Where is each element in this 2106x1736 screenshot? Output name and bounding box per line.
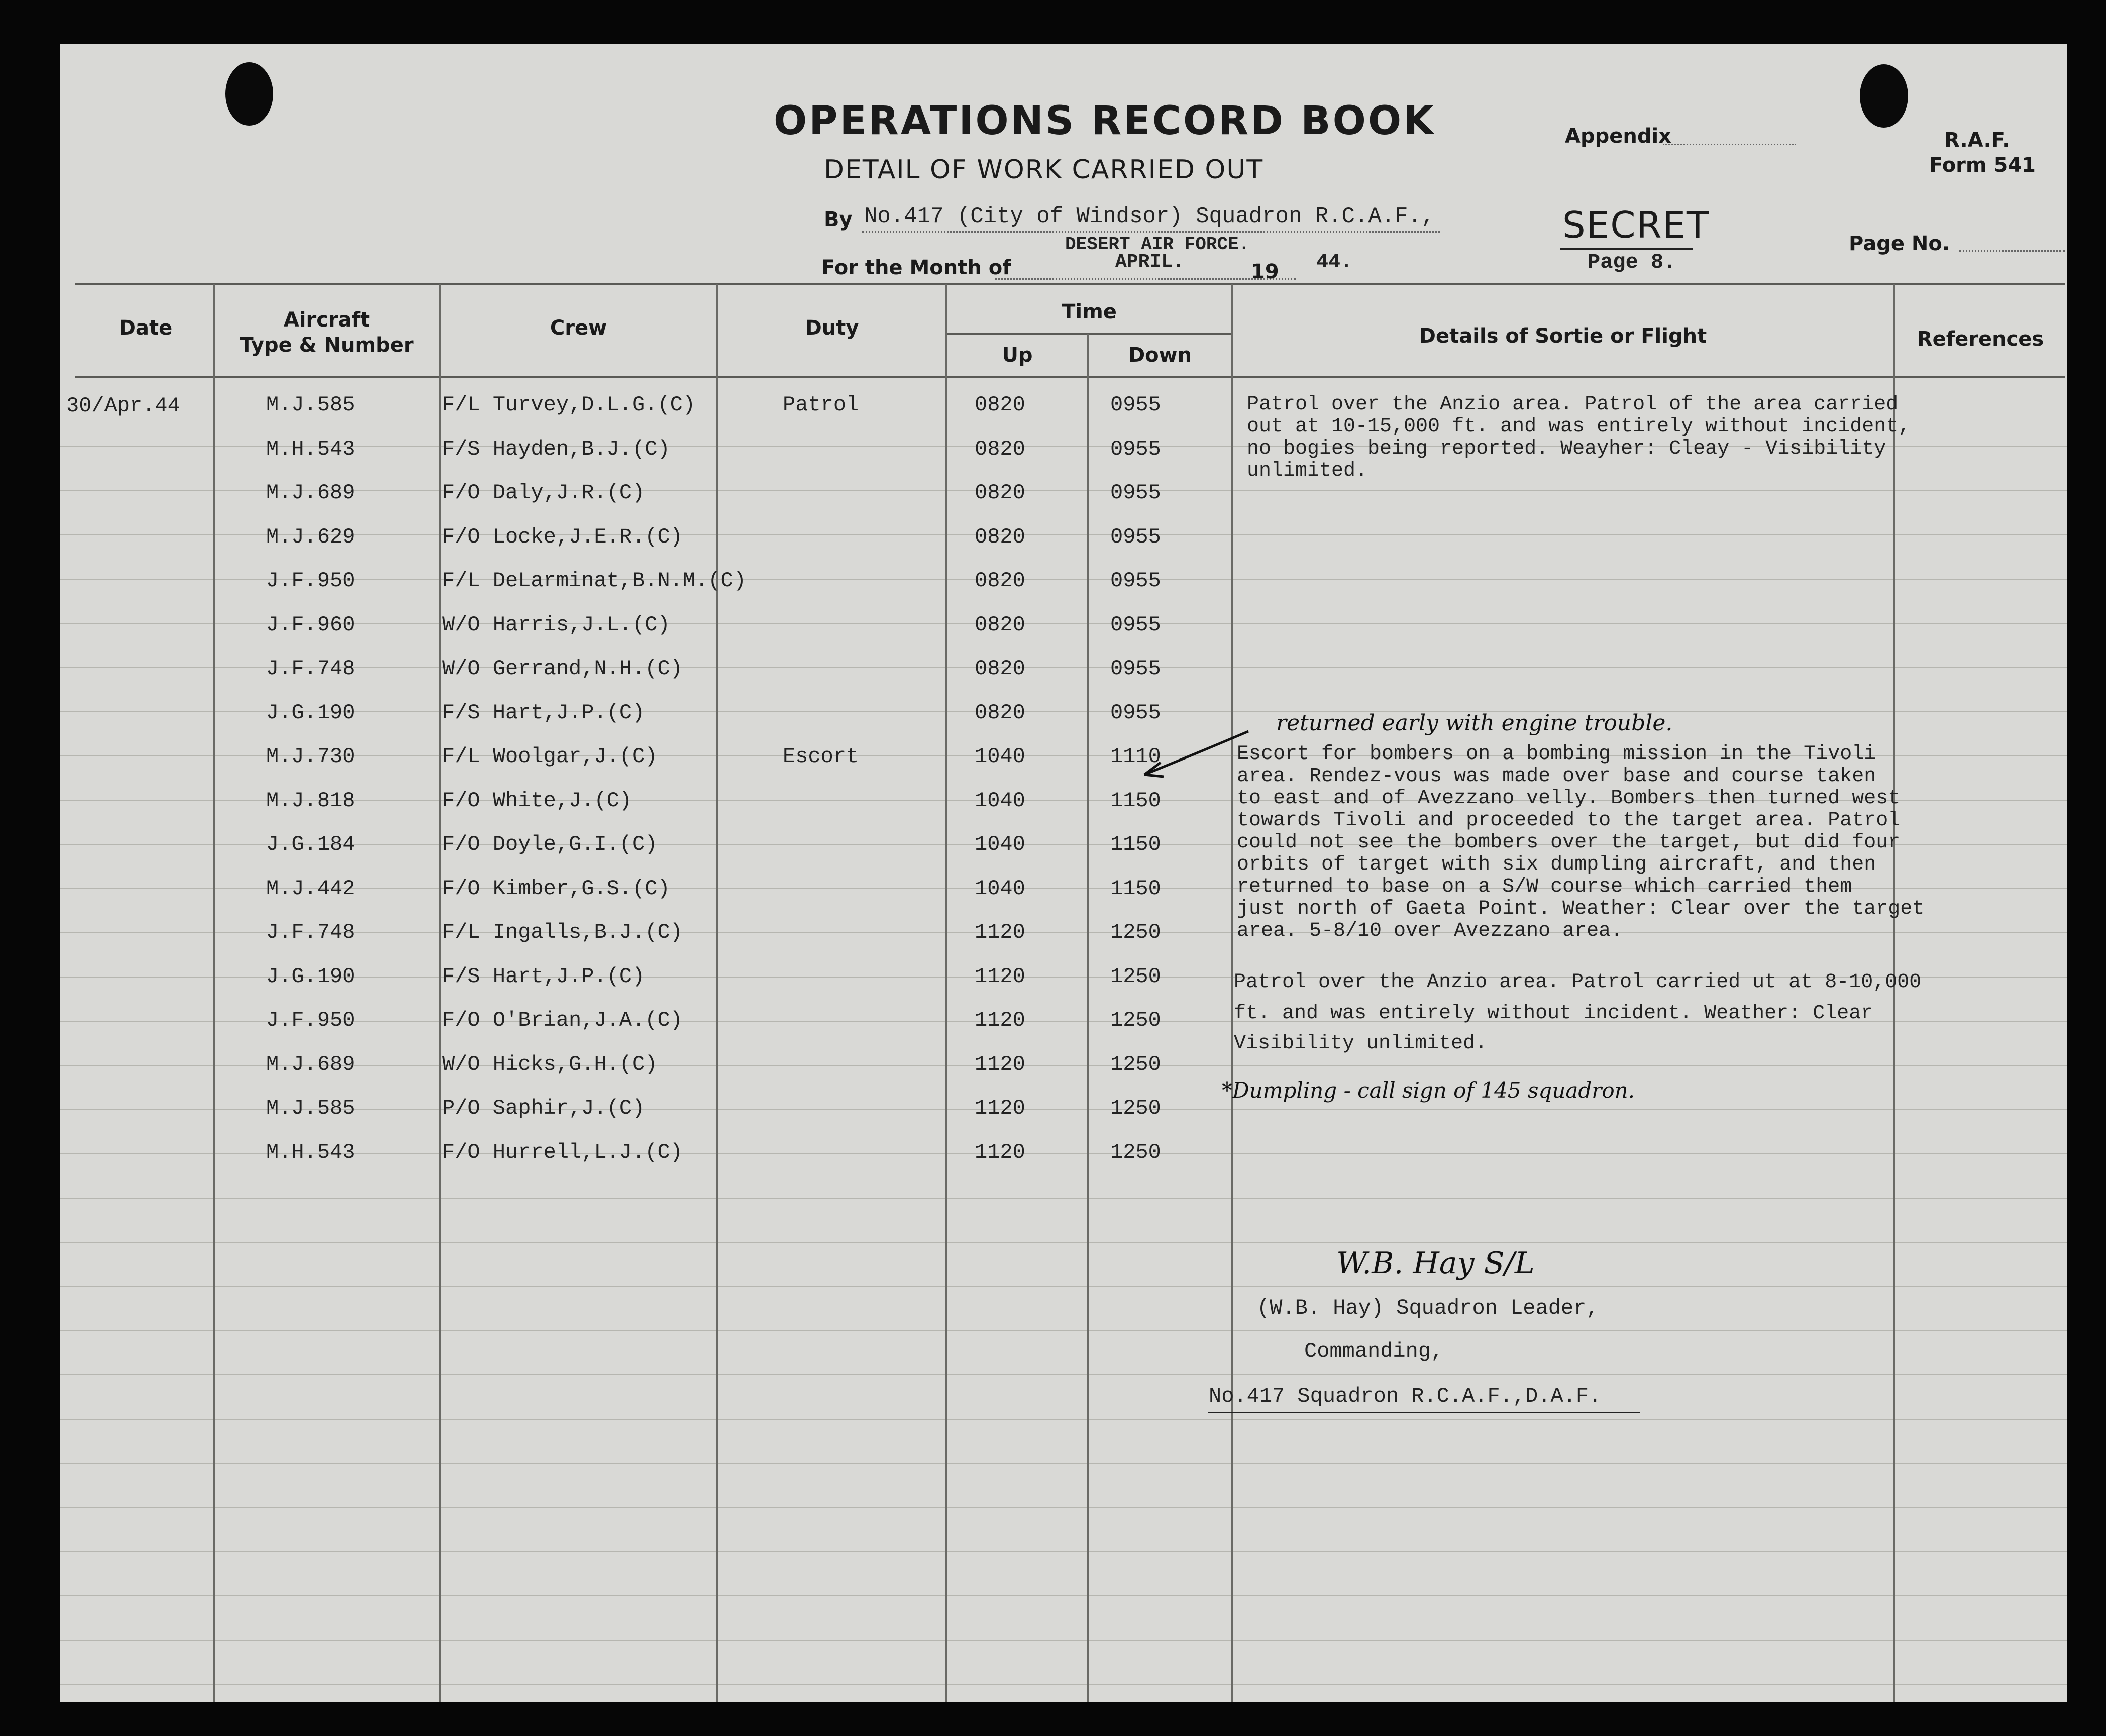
- arrow-icon: [1135, 727, 1251, 783]
- time-down: 0955: [1110, 613, 1161, 637]
- table-header-rule: [75, 376, 2065, 378]
- time-up: 0820: [975, 481, 1025, 505]
- column-header-down: Down: [1128, 344, 1192, 367]
- details-line: ft. and was entirely without incident. Weather: Clear: [1234, 1002, 1873, 1025]
- time-down: 1150: [1110, 789, 1161, 813]
- time-down: 1150: [1110, 877, 1161, 901]
- form-number: Form 541: [1929, 154, 2036, 177]
- column-header-details: Details of Sortie or Flight: [1419, 324, 1707, 348]
- raf-label: R.A.F.: [1944, 129, 2010, 152]
- document-subtitle: DETAIL OF WORK CARRIED OUT: [824, 155, 1264, 185]
- year-value: 44.: [1316, 251, 1353, 274]
- time-down: 1250: [1110, 1096, 1161, 1120]
- time-up: 0820: [975, 613, 1025, 637]
- aircraft-number: J.G.190: [266, 701, 355, 725]
- page-no-label: Page No.: [1849, 232, 1950, 255]
- time-up: 1120: [975, 1008, 1025, 1032]
- time-down: 1250: [1110, 1008, 1161, 1032]
- time-up: 1040: [975, 877, 1025, 901]
- aircraft-number: J.F.950: [266, 1008, 355, 1032]
- column-header-aircraft-type: Type & Number: [240, 334, 414, 357]
- time-up: 0820: [975, 393, 1025, 417]
- details-line: Patrol over the Anzio area. Patrol of the area carried: [1247, 393, 1899, 416]
- time-up: 1120: [975, 964, 1025, 989]
- time-down: 1250: [1110, 964, 1161, 989]
- crew-name: F/O Daly,J.R.(C): [442, 481, 645, 505]
- aircraft-number: J.F.748: [266, 657, 355, 681]
- aircraft-number: J.F.960: [266, 613, 355, 637]
- signature-role: Commanding,: [1304, 1339, 1444, 1363]
- time-down: 1110: [1110, 744, 1161, 769]
- aircraft-number: J.F.950: [266, 569, 355, 593]
- time-up: 1120: [975, 1096, 1025, 1120]
- aircraft-number: M.H.543: [266, 1140, 355, 1164]
- crew-name: W/O Harris,J.L.(C): [442, 613, 670, 637]
- details-line: towards Tivoli and proceeded to the target area. Patrol: [1237, 809, 1901, 832]
- time-up: 1120: [975, 1052, 1025, 1076]
- crew-name: F/S Hart,J.P.(C): [442, 964, 645, 989]
- aircraft-number: M.J.585: [266, 393, 355, 417]
- month-value: APRIL.: [1115, 251, 1184, 273]
- time-down: 0955: [1110, 569, 1161, 593]
- aircraft-number: M.J.689: [266, 481, 355, 505]
- crew-name: F/O O'Brian,J.A.(C): [442, 1008, 683, 1032]
- aircraft-number: M.J.730: [266, 744, 355, 769]
- aircraft-number: M.J.689: [266, 1052, 355, 1076]
- time-down: 0955: [1110, 657, 1161, 681]
- classification-secret: SECRET: [1562, 204, 1710, 246]
- signature-unit: No.417 Squadron R.C.A.F.,D.A.F.: [1209, 1384, 1602, 1408]
- duty-type: Patrol: [783, 393, 859, 417]
- details-line: just north of Gaeta Point. Weather: Clear over the target: [1237, 898, 1925, 920]
- formation-name: DESERT AIR FORCE.: [1065, 234, 1250, 255]
- page-reference: Page 8.: [1588, 250, 1676, 274]
- time-up: 0820: [975, 657, 1025, 681]
- punch-hole: [225, 62, 273, 126]
- aircraft-number: J.G.190: [266, 964, 355, 989]
- month-label: For the Month of: [821, 256, 1011, 279]
- column-header-references: References: [1917, 328, 2044, 351]
- time-up: 1120: [975, 1140, 1025, 1164]
- column-header-duty: Duty: [805, 316, 859, 340]
- aircraft-number: M.J.629: [266, 525, 355, 549]
- crew-name: P/O Saphir,J.(C): [442, 1096, 645, 1120]
- aircraft-number: J.G.184: [266, 832, 355, 856]
- time-down: 0955: [1110, 525, 1161, 549]
- aircraft-number: M.J.442: [266, 877, 355, 901]
- details-line: orbits of target with six dumpling aircraft, and then: [1237, 853, 1876, 876]
- aircraft-number: M.J.585: [266, 1096, 355, 1120]
- crew-name: F/L DeLarminat,B.N.M.(C): [442, 569, 746, 593]
- document-page: [60, 44, 2067, 1702]
- crew-name: F/O White,J.(C): [442, 789, 633, 813]
- aircraft-number: J.F.748: [266, 920, 355, 944]
- details-line: area. Rendez-vous was made over base and course taken: [1237, 765, 1876, 788]
- time-down: 1250: [1110, 1140, 1161, 1164]
- column-header-date: Date: [119, 316, 173, 340]
- time-down: 0955: [1110, 437, 1161, 461]
- by-label: By: [824, 208, 853, 231]
- details-line: could not see the bombers over the target, but did four: [1237, 831, 1901, 854]
- crew-name: F/O Kimber,G.S.(C): [442, 877, 670, 901]
- crew-name: F/L Turvey,D.L.G.(C): [442, 393, 696, 417]
- time-up: 0820: [975, 437, 1025, 461]
- details-line: Patrol over the Anzio area. Patrol carried ut at 8-10,000: [1234, 971, 1922, 994]
- time-up: 1040: [975, 744, 1025, 769]
- table-top-rule: [75, 283, 2065, 285]
- time-up: 0820: [975, 525, 1025, 549]
- time-up: 1040: [975, 789, 1025, 813]
- squadron-name: No.417 (City of Windsor) Squadron R.C.A.F.,: [864, 204, 1435, 229]
- time-down: 1150: [1110, 832, 1161, 856]
- time-up: 1120: [975, 920, 1025, 944]
- details-line: Escort for bombers on a bombing mission in the Tivoli: [1237, 743, 1876, 766]
- crew-name: W/O Gerrand,N.H.(C): [442, 657, 683, 681]
- time-down: 0955: [1110, 393, 1161, 417]
- time-up: 0820: [975, 569, 1025, 593]
- crew-name: F/L Ingalls,B.J.(C): [442, 920, 683, 944]
- handwritten-note-dumpling: *Dumpling - call sign of 145 squadron.: [1222, 1078, 1635, 1103]
- duty-type: Escort: [783, 744, 859, 769]
- details-line: returned to base on a S/W course which carried them: [1237, 876, 1852, 898]
- crew-name: F/S Hayden,B.J.(C): [442, 437, 670, 461]
- aircraft-number: M.J.818: [266, 789, 355, 813]
- column-header-time: Time: [1062, 300, 1117, 323]
- handwritten-signature: W.B. Hay S/L: [1336, 1246, 1535, 1281]
- entry-date: 30/Apr.44: [66, 394, 180, 418]
- appendix-label: Appendix: [1565, 125, 1671, 148]
- time-down: 0955: [1110, 481, 1161, 505]
- crew-name: F/S Hart,J.P.(C): [442, 701, 645, 725]
- crew-name: F/L Woolgar,J.(C): [442, 744, 658, 769]
- aircraft-number: M.H.543: [266, 437, 355, 461]
- crew-name: F/O Locke,J.E.R.(C): [442, 525, 683, 549]
- details-line: to east and of Avezzano velly. Bombers then turned west: [1237, 787, 1901, 810]
- handwritten-note-returned: returned early with engine trouble.: [1276, 710, 1673, 736]
- time-down: 1250: [1110, 1052, 1161, 1076]
- punch-hole: [1860, 64, 1908, 128]
- details-line: unlimited.: [1247, 460, 1368, 482]
- time-down: 0955: [1110, 701, 1161, 725]
- time-up: 1040: [975, 832, 1025, 856]
- signature-name: (W.B. Hay) Squadron Leader,: [1257, 1296, 1599, 1320]
- details-line: no bogies being reported. Weayher: Cleay - Visibility: [1247, 438, 1886, 460]
- column-header-crew: Crew: [550, 316, 607, 340]
- time-down: 1250: [1110, 920, 1161, 944]
- crew-name: W/O Hicks,G.H.(C): [442, 1052, 658, 1076]
- year-prefix: 19: [1251, 260, 1279, 283]
- column-header-aircraft: Aircraft: [283, 308, 370, 332]
- crew-name: F/O Doyle,G.I.(C): [442, 832, 658, 856]
- details-line: out at 10-15,000 ft. and was entirely without incident,: [1247, 415, 1911, 438]
- details-line: Visibility unlimited.: [1234, 1032, 1488, 1055]
- column-header-up: Up: [1002, 344, 1033, 367]
- details-line: area. 5-8/10 over Avezzano area.: [1237, 920, 1623, 942]
- document-title: OPERATIONS RECORD BOOK: [774, 98, 1436, 144]
- crew-name: F/O Hurrell,L.J.(C): [442, 1140, 683, 1164]
- time-up: 0820: [975, 701, 1025, 725]
